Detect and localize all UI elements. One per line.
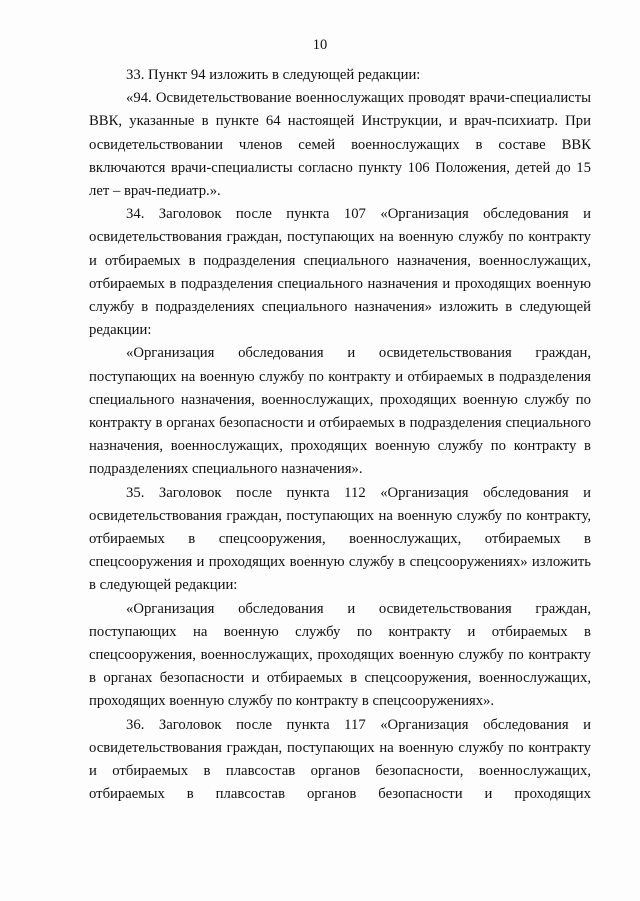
paragraph-item-35-new-heading: «Организация обследования и освидетельствования граждан, поступающих на военную службу по контракту и отбираемых в спецсооружения, военнослужащих, проходящих военную службу по контракту в органах безопасности и отбираемых в спецсооружения, военнослужащих, проходящих военную службу по контракту в спецсооружениях». [89,600,591,710]
paragraph-item-34-new-heading: «Организация обследования и освидетельствования граждан, поступающих на военную службу по контракту и отбираемых в подразделения специального назначения, военнослужащих, проходящих военную службу по контракту в органах безопасности и отбираемых в подразделения специального назначения, военнослужащих, проходящих военную службу по контракту в подразделениях специального назначения». [89,345,591,478]
paragraph-item-35: 35. Заголовок после пункта 112 «Организация обследования и освидетельствования граждан, поступающих на военную службу по контракту, отбираемых в спецсооружения, военнослужащих, отбираемых в спецсооружения и проходящих военную службу в спецсооружениях» изложить в следующей редакции: [89,484,591,594]
paragraph-item-33: 33. Пункт 94 изложить в следующей редакции: [126,67,421,83]
paragraph-item-94-text: «94. Освидетельствование военнослужащих проводят врачи-специалисты ВВК, указанные в пункте 64 настоящей Инструкции, и врач-психиатр. При освидетельствовании членов семей военнослужащих в составе ВВК включаются врачи-специалисты согласно пункту 106 Положения, детей до 15 лет – врач-педиатр.». [89,90,591,200]
paragraph-item-34: 34. Заголовок после пункта 107 «Организация обследования и освидетельствования граждан, поступающих на военную службу по контракту и отбираемых в подразделения специального назначения, военнослужащих, отбираемых в подразделения специального назначения и проходящих военную службу в подразделениях специального назначения» изложить в следующей редакции: [89,206,591,339]
paragraph-item-36: 36. Заголовок после пункта 117 «Организация обследования и освидетельствования граждан, поступающих на военную службу по контракту и отбираемых в плавсостав органов безопасности, военнослужащих, отбираемых в плавсостав органов безопасности и проходящих [89,716,591,803]
document-body [89,64,591,807]
page-number: 10 [312,37,328,53]
